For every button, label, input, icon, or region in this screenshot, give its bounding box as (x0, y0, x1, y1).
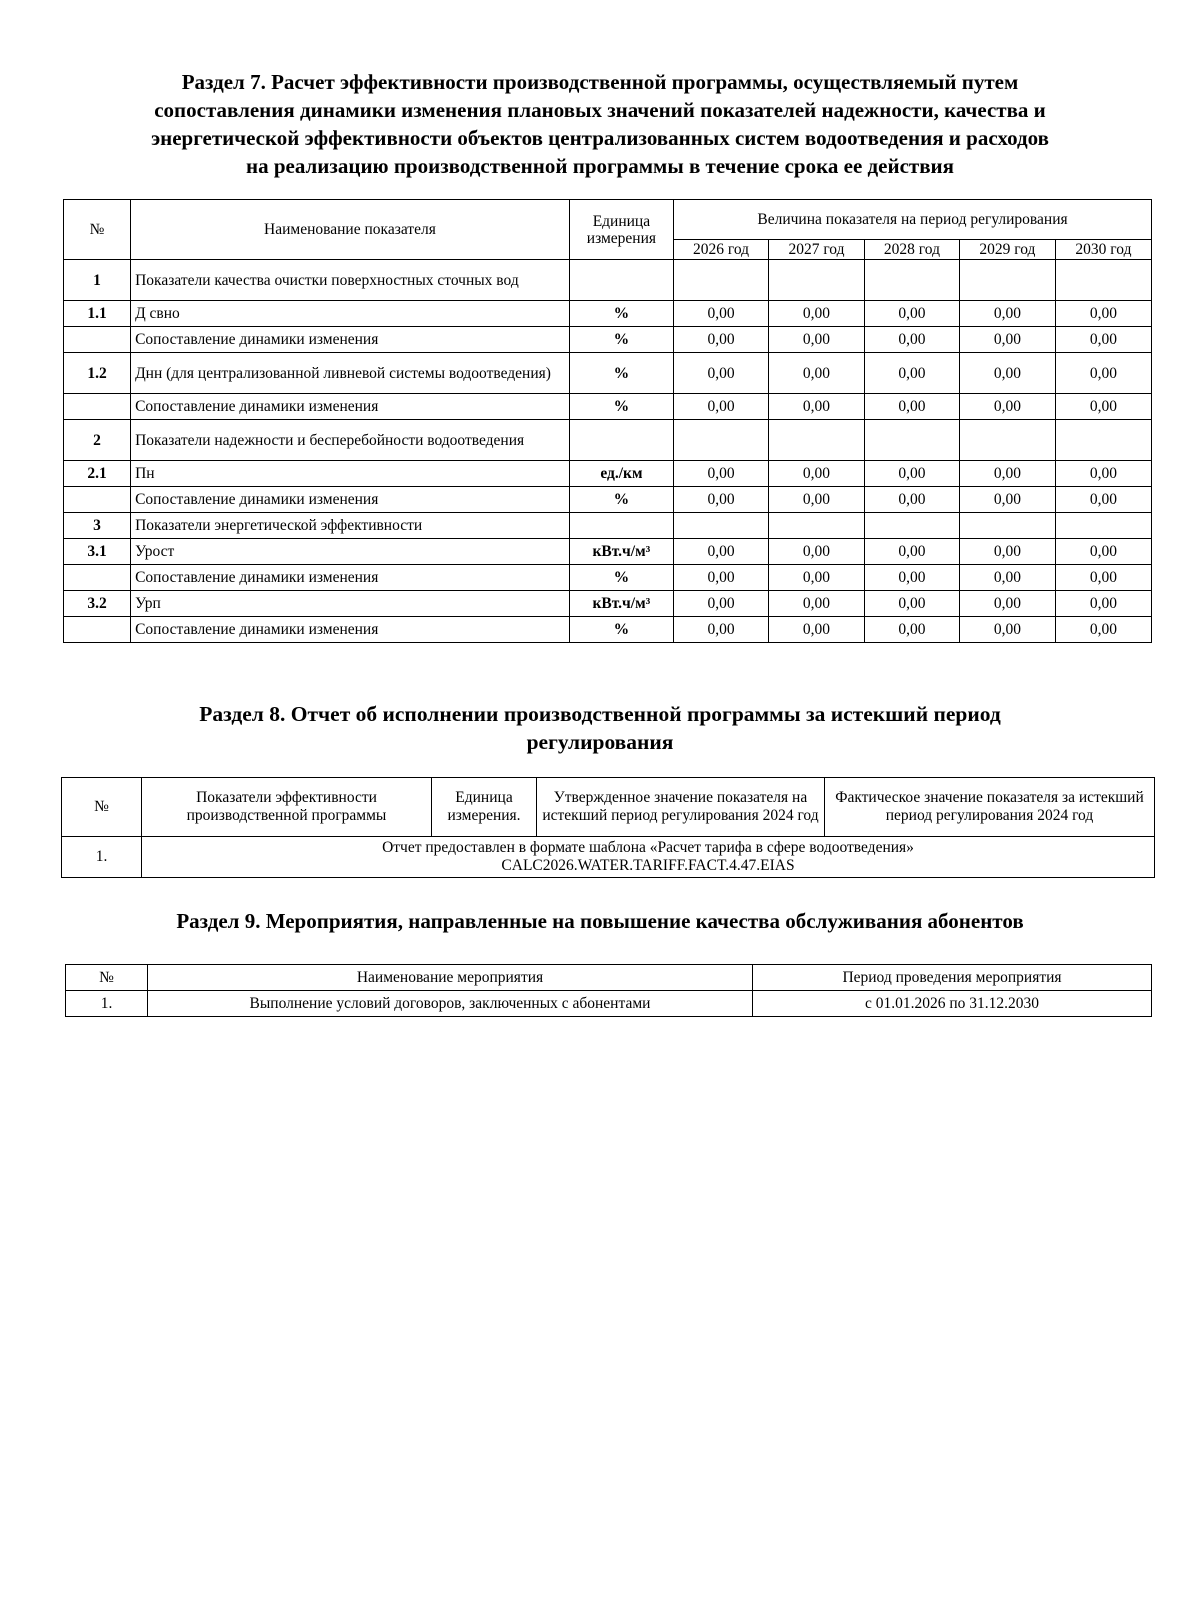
value-cell: 0,00 (768, 617, 864, 643)
value-cell: 0,00 (674, 617, 769, 643)
value-cell: 0,00 (674, 461, 769, 487)
indicator-name: Сопоставление динамики изменения (131, 487, 570, 513)
value-cell: 0,00 (959, 327, 1055, 353)
value-cell: 0,00 (864, 301, 959, 327)
unit-cell (569, 420, 673, 461)
value-cell: 0,00 (768, 327, 864, 353)
report-note-line: Отчет предоставлен в формате шаблона «Расчет тарифа в сфере водоотведения» (382, 839, 914, 856)
value-cell: 0,00 (768, 394, 864, 420)
header-year: 2028 год (864, 240, 959, 260)
table-row (64, 565, 1152, 591)
value-cell: 0,00 (864, 353, 959, 394)
value-cell: 0,00 (1055, 301, 1151, 327)
header-num: № (64, 200, 131, 260)
value-cell (1055, 260, 1151, 301)
header-actual-value: Фактическое значение показателя за истекший период регулирования 2024 год (825, 778, 1155, 837)
value-cell: 0,00 (674, 591, 769, 617)
value-cell (674, 513, 769, 539)
unit-cell: % (569, 327, 673, 353)
value-cell: 0,00 (674, 539, 769, 565)
unit-cell: % (569, 487, 673, 513)
row-num (64, 487, 131, 513)
value-cell: 0,00 (1055, 461, 1151, 487)
value-cell (864, 260, 959, 301)
unit-cell: % (569, 394, 673, 420)
header-year: 2027 год (768, 240, 864, 260)
measure-period: с 01.01.2026 по 31.12.2030 (753, 991, 1152, 1017)
row-num (64, 327, 131, 353)
header-num: № (62, 778, 142, 837)
header-unit: Единица измерения. (432, 778, 537, 837)
indicator-name: Урост (131, 539, 570, 565)
header-year: 2029 год (959, 240, 1055, 260)
row-num: 3 (64, 513, 131, 539)
value-cell: 0,00 (1055, 617, 1151, 643)
indicator-name: Показатели качества очистки поверхностных сточных вод (131, 260, 570, 301)
section-8-title (120, 700, 1080, 756)
value-cell: 0,00 (959, 461, 1055, 487)
header-year: 2026 год (674, 240, 769, 260)
row-num: 3.1 (64, 539, 131, 565)
measure-name: Выполнение условий договоров, заключенных с абонентами (148, 991, 753, 1017)
table-row (64, 617, 1152, 643)
indicator-name: Сопоставление динамики изменения (131, 327, 570, 353)
header-indicator-name: Наименование показателя (131, 200, 570, 260)
value-cell: 0,00 (864, 394, 959, 420)
value-cell: 0,00 (674, 301, 769, 327)
value-cell: 0,00 (768, 591, 864, 617)
value-cell (864, 513, 959, 539)
efficiency-table (63, 199, 1152, 643)
unit-cell (569, 513, 673, 539)
unit-cell: % (569, 565, 673, 591)
header-num: № (66, 965, 148, 991)
value-cell: 0,00 (674, 327, 769, 353)
indicator-name: Урп (131, 591, 570, 617)
value-cell: 0,00 (864, 461, 959, 487)
value-cell: 0,00 (768, 461, 864, 487)
service-measures-table (65, 964, 1152, 1017)
value-cell: 0,00 (864, 327, 959, 353)
value-cell (1055, 513, 1151, 539)
value-cell: 0,00 (864, 487, 959, 513)
value-cell: 0,00 (1055, 565, 1151, 591)
indicator-name: Д свно (131, 301, 570, 327)
section-7-title-line: Раздел 7. Расчет эффективности производственной программы, осуществляемый путем (181, 70, 1019, 94)
value-cell: 0,00 (674, 353, 769, 394)
value-cell: 0,00 (864, 565, 959, 591)
report-note (142, 837, 1155, 878)
value-cell: 0,00 (674, 487, 769, 513)
value-cell: 0,00 (768, 539, 864, 565)
value-cell: 0,00 (1055, 327, 1151, 353)
value-cell (1055, 420, 1151, 461)
section-9-title: Раздел 9. Мероприятия, направленные на повышение качества обслуживания абонентов (176, 909, 1024, 933)
indicator-name: Сопоставление динамики изменения (131, 617, 570, 643)
value-cell: 0,00 (1055, 591, 1151, 617)
program-report-table (61, 777, 1155, 878)
table-row (64, 301, 1152, 327)
row-num: 2 (64, 420, 131, 461)
value-cell (959, 260, 1055, 301)
value-cell (768, 513, 864, 539)
indicator-name: Пн (131, 461, 570, 487)
table-row (64, 327, 1152, 353)
row-num (64, 394, 131, 420)
table-row (64, 487, 1152, 513)
value-cell: 0,00 (1055, 394, 1151, 420)
table-row (64, 394, 1152, 420)
unit-cell: % (569, 353, 673, 394)
indicator-name: Сопоставление динамики изменения (131, 565, 570, 591)
row-num: 1.1 (64, 301, 131, 327)
value-cell: 0,00 (959, 301, 1055, 327)
header-unit: Единица измерения (569, 200, 673, 260)
row-num: 3.2 (64, 591, 131, 617)
table-row (64, 353, 1152, 394)
indicator-name: Показатели энергетической эффективности (131, 513, 570, 539)
row-num (64, 565, 131, 591)
row-num: 2.1 (64, 461, 131, 487)
value-cell: 0,00 (1055, 487, 1151, 513)
row-num: 1.2 (64, 353, 131, 394)
value-cell: 0,00 (959, 565, 1055, 591)
value-cell: 0,00 (959, 591, 1055, 617)
header-measure-period: Период проведения мероприятия (753, 965, 1152, 991)
row-num (64, 617, 131, 643)
header-year: 2030 год (1055, 240, 1151, 260)
value-cell (768, 260, 864, 301)
value-cell: 0,00 (674, 394, 769, 420)
value-cell: 0,00 (1055, 539, 1151, 565)
value-cell: 0,00 (959, 394, 1055, 420)
value-cell: 0,00 (959, 487, 1055, 513)
section-7-title-line: на реализацию производственной программы в течение срока ее действия (245, 154, 955, 178)
header-indicators: Показатели эффективности производственной программы (142, 778, 432, 837)
value-cell: 0,00 (768, 301, 864, 327)
value-cell: 0,00 (959, 353, 1055, 394)
unit-cell: кВт.ч/м³ (569, 539, 673, 565)
section-8-title-line: регулирования (526, 730, 674, 754)
indicator-name: Днн (для централизованной ливневой системы водоотведения) (131, 353, 570, 394)
value-cell: 0,00 (1055, 353, 1151, 394)
value-cell (864, 420, 959, 461)
value-cell: 0,00 (768, 565, 864, 591)
value-cell (959, 420, 1055, 461)
indicator-name: Показатели надежности и бесперебойности водоотведения (131, 420, 570, 461)
value-cell: 0,00 (959, 539, 1055, 565)
value-cell: 0,00 (864, 617, 959, 643)
table-row (64, 591, 1152, 617)
unit-cell: кВт.ч/м³ (569, 591, 673, 617)
value-cell (959, 513, 1055, 539)
value-cell: 0,00 (768, 353, 864, 394)
value-cell (674, 420, 769, 461)
report-template-code: CALC2026.WATER.TARIFF.FACT.4.47.EIAS (501, 857, 795, 874)
unit-cell: ед./км (569, 461, 673, 487)
value-cell: 0,00 (864, 591, 959, 617)
section-7-title-line: сопоставления динамики изменения плановых значений показателей надежности, качества и (154, 98, 1046, 122)
value-cell: 0,00 (959, 617, 1055, 643)
table-row (64, 420, 1152, 461)
value-cell (674, 260, 769, 301)
table-row (64, 461, 1152, 487)
indicator-name: Сопоставление динамики изменения (131, 394, 570, 420)
section-8-title-line: Раздел 8. Отчет об исполнении производственной программы за истекший период (199, 702, 1001, 726)
value-cell: 0,00 (674, 565, 769, 591)
row-num: 1. (66, 991, 148, 1017)
header-period: Величина показателя на период регулирования (674, 200, 1152, 240)
row-num: 1 (64, 260, 131, 301)
table-row (64, 539, 1152, 565)
table-row (64, 260, 1152, 301)
section-7-title-line: энергетической эффективности объектов централизованных систем водоотведения и расходов (151, 126, 1049, 150)
header-approved-value: Утвержденное значение показателя на истекший период регулирования 2024 год (537, 778, 825, 837)
header-measure-name: Наименование мероприятия (148, 965, 753, 991)
section-7-title (60, 68, 1140, 180)
unit-cell: % (569, 617, 673, 643)
row-num: 1. (62, 837, 142, 878)
unit-cell: % (569, 301, 673, 327)
value-cell: 0,00 (864, 539, 959, 565)
unit-cell (569, 260, 673, 301)
value-cell: 0,00 (768, 487, 864, 513)
value-cell (768, 420, 864, 461)
table-row (64, 513, 1152, 539)
